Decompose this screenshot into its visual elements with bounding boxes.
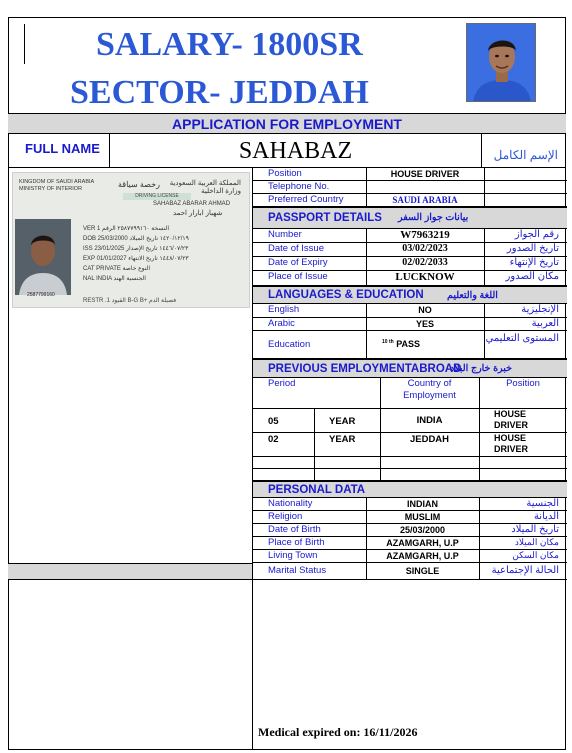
passport-number-value: W7963219 bbox=[400, 229, 450, 241]
employment-1-country: INDIA bbox=[416, 415, 443, 426]
divider bbox=[314, 457, 315, 468]
license-row-ver: VER 1 النسخة ٢٥٨٧٧٩٩١٦٠ الرقم bbox=[83, 226, 170, 232]
full-name-label: FULL NAME bbox=[8, 134, 110, 168]
passport-number-label: Number bbox=[268, 229, 302, 240]
arabic-label: Arabic bbox=[268, 318, 295, 329]
dob-arabic: تاريخ الميلاد bbox=[511, 524, 559, 535]
education-value: PASS bbox=[396, 339, 421, 349]
license-holder-en: SAHABAZ ABARAR AHMAD bbox=[153, 201, 231, 207]
divider bbox=[484, 181, 485, 193]
nationality-row bbox=[253, 498, 567, 511]
english-value: NO bbox=[418, 305, 432, 315]
expiry-date-arabic: تاريخ الإنتهاء bbox=[509, 257, 559, 268]
religion-row bbox=[253, 511, 567, 524]
place-of-birth-row bbox=[253, 537, 567, 550]
license-holder-ar: شهباز ابارار احمد bbox=[173, 210, 223, 217]
passport-place-row bbox=[253, 271, 567, 286]
religion-value: MUSLIM bbox=[404, 512, 441, 522]
religion-label: Religion bbox=[268, 511, 303, 522]
living-town-row bbox=[253, 550, 567, 563]
full-name-label-arabic: الإسم الكامل bbox=[493, 148, 558, 162]
position-value: HOUSE DRIVER bbox=[390, 169, 460, 179]
license-photo bbox=[15, 219, 71, 295]
license-row-iss: ISS 23/01/2025 ١٤٤٦/٠٧/٢٣ تاريخ الإصدار bbox=[83, 246, 189, 252]
employment-title-arabic: خبرة خارج البلاد bbox=[450, 363, 513, 374]
preferred-country-row bbox=[253, 194, 567, 207]
applicant-photo bbox=[466, 23, 536, 102]
employment-2-position: HOUSE DRIVER bbox=[494, 433, 529, 454]
place-of-issue-label: Place of Issue bbox=[268, 271, 328, 282]
arabic-row bbox=[253, 318, 567, 331]
divider bbox=[484, 194, 485, 206]
text-cursor bbox=[24, 24, 25, 64]
details-column bbox=[252, 168, 566, 750]
education-label: Education bbox=[268, 339, 311, 350]
employment-2-country: JEDDAH bbox=[409, 434, 450, 445]
expiry-date-label: Date of Expiry bbox=[268, 257, 328, 268]
place-of-issue-arabic: مكان الصدور bbox=[505, 271, 559, 282]
passport-number-arabic: رقم الجواز bbox=[514, 229, 559, 240]
salary-heading: SALARY- 1800SR bbox=[96, 26, 363, 63]
marital-status-label: Marital Status bbox=[268, 565, 327, 576]
license-row-nal: NAL INDIA الجنسية الهند bbox=[83, 276, 146, 282]
english-row bbox=[253, 304, 567, 318]
divider bbox=[314, 469, 315, 480]
employment-section-header bbox=[253, 359, 567, 378]
employment-1-unit: YEAR bbox=[329, 416, 356, 427]
license-number: 2587799160 bbox=[27, 292, 55, 298]
personal-title: PERSONAL DATA bbox=[268, 484, 366, 496]
medical-expiry-note: Medical expired on: 16/11/2026 bbox=[258, 725, 418, 739]
arabic-arabic: العربية bbox=[531, 318, 559, 329]
education-grade: 10 th bbox=[382, 339, 394, 345]
living-town-value: AZAMGARH, U.P bbox=[386, 551, 459, 561]
license-restrictions: RESTR .1 القيود B-G B+ فصيلة الدم bbox=[83, 298, 177, 304]
license-row-cat: CAT PRIVATE النوع خاصة bbox=[83, 266, 151, 272]
passport-section-header bbox=[253, 207, 567, 229]
employment-2-unit: YEAR bbox=[329, 434, 356, 445]
english-label: English bbox=[268, 304, 300, 315]
dob-label: Date of Birth bbox=[268, 524, 321, 535]
position-header: Position bbox=[506, 378, 540, 389]
issue-date-arabic: تاريخ الصدور bbox=[506, 243, 559, 254]
driving-license-image bbox=[12, 172, 250, 308]
period-header: Period bbox=[268, 378, 296, 389]
languages-title-arabic: اللغة والتعليم bbox=[447, 290, 498, 301]
employment-row-1 bbox=[253, 409, 567, 433]
position-row bbox=[253, 168, 567, 181]
living-town-label: Living Town bbox=[268, 550, 318, 561]
divider bbox=[484, 168, 485, 180]
preferred-country-value: SAUDI ARABIA bbox=[392, 195, 458, 205]
license-country-ar: المملكة العربية السعودية bbox=[169, 180, 241, 187]
license-ministry-en: MINISTRY OF INTERIOR bbox=[19, 186, 83, 192]
license-row-exp: EXP 01/01/2027 ١٤٤٨/٠٧/٢٣ تاريخ الانتهاء bbox=[83, 256, 189, 262]
license-country-en: KINGDOM OF SAUDI ARABIA bbox=[19, 179, 95, 185]
position-label: Position bbox=[268, 168, 302, 179]
license-ministry-ar: وزارة الداخلية bbox=[201, 188, 241, 195]
employment-title: PREVIOUS EMPLOYMENTABROAD bbox=[268, 363, 462, 375]
passport-issue-row bbox=[253, 243, 567, 257]
passport-title: PASSPORT DETAILS bbox=[268, 212, 382, 224]
languages-title: LANGUAGES & EDUCATION bbox=[268, 289, 424, 301]
marital-status-value: SINGLE bbox=[405, 566, 440, 576]
nationality-value: INDIAN bbox=[407, 499, 438, 509]
sector-heading: SECTOR- JEDDAH bbox=[70, 74, 369, 111]
dob-value: 25/03/2000 bbox=[399, 525, 446, 535]
license-row-dob: DOB 25/03/2000 ١٤٢٠/١٢/١٩ تاريخ الميلاد bbox=[83, 236, 189, 242]
employment-1-position: HOUSE DRIVER bbox=[494, 409, 529, 430]
passport-number-row bbox=[253, 229, 567, 243]
employment-1-years: 05 bbox=[268, 416, 279, 427]
issue-date-label: Date of Issue bbox=[268, 243, 324, 254]
place-of-issue-value: LUCKNOW bbox=[395, 271, 455, 283]
telephone-label: Telephone No. bbox=[268, 181, 330, 192]
passport-title-arabic: بيانات جواز السفر bbox=[398, 212, 469, 223]
divider bbox=[380, 469, 381, 480]
license-doc-type: DRIVING LICENSE bbox=[123, 193, 191, 200]
license-title-arabic: رخصة سياقة bbox=[118, 180, 160, 189]
employment-2-years: 02 bbox=[268, 434, 279, 445]
arabic-value: YES bbox=[415, 319, 434, 329]
telephone-value bbox=[366, 181, 484, 193]
passport-expiry-row bbox=[253, 257, 567, 271]
full-name-value: SAHABAZ bbox=[110, 134, 482, 168]
issue-date-value: 03/02/2023 bbox=[402, 243, 448, 254]
marital-status-arabic: الحالة الإجتماعية bbox=[491, 565, 559, 576]
license-header-left bbox=[19, 179, 94, 193]
preferred-country-label: Preferred Country bbox=[268, 194, 344, 205]
education-value-cell bbox=[366, 331, 484, 358]
nationality-label: Nationality bbox=[268, 498, 313, 509]
left-gray-strip bbox=[8, 563, 252, 580]
employment-header-row bbox=[253, 378, 567, 409]
expiry-date-value: 02/02/2033 bbox=[402, 257, 448, 268]
employment-row-empty-2 bbox=[253, 469, 567, 481]
religion-arabic: الديانة bbox=[533, 511, 559, 522]
dob-row bbox=[253, 524, 567, 537]
place-of-birth-value: AZAMGARH, U.P bbox=[386, 538, 459, 548]
telephone-row bbox=[253, 181, 567, 194]
divider bbox=[479, 469, 480, 480]
marital-status-row bbox=[253, 563, 567, 580]
divider bbox=[479, 457, 480, 468]
living-town-arabic: مكان السكن bbox=[512, 550, 559, 560]
place-of-birth-label: Place of Birth bbox=[268, 537, 325, 548]
education-arabic: المستوى التعليمي bbox=[485, 333, 559, 344]
application-title-band: APPLICATION FOR EMPLOYMENT bbox=[8, 113, 566, 134]
country-header: Country of Employment bbox=[403, 378, 456, 401]
employment-row-empty-1 bbox=[253, 457, 567, 469]
divider bbox=[380, 457, 381, 468]
place-of-birth-arabic: مكان الميلاد bbox=[514, 537, 559, 547]
personal-section-header bbox=[253, 481, 567, 498]
english-arabic: الإنجليزية bbox=[521, 304, 559, 315]
employment-row-2 bbox=[253, 433, 567, 457]
nationality-arabic: الجنسية bbox=[526, 498, 559, 509]
languages-section-header bbox=[253, 286, 567, 304]
education-row bbox=[253, 331, 567, 359]
